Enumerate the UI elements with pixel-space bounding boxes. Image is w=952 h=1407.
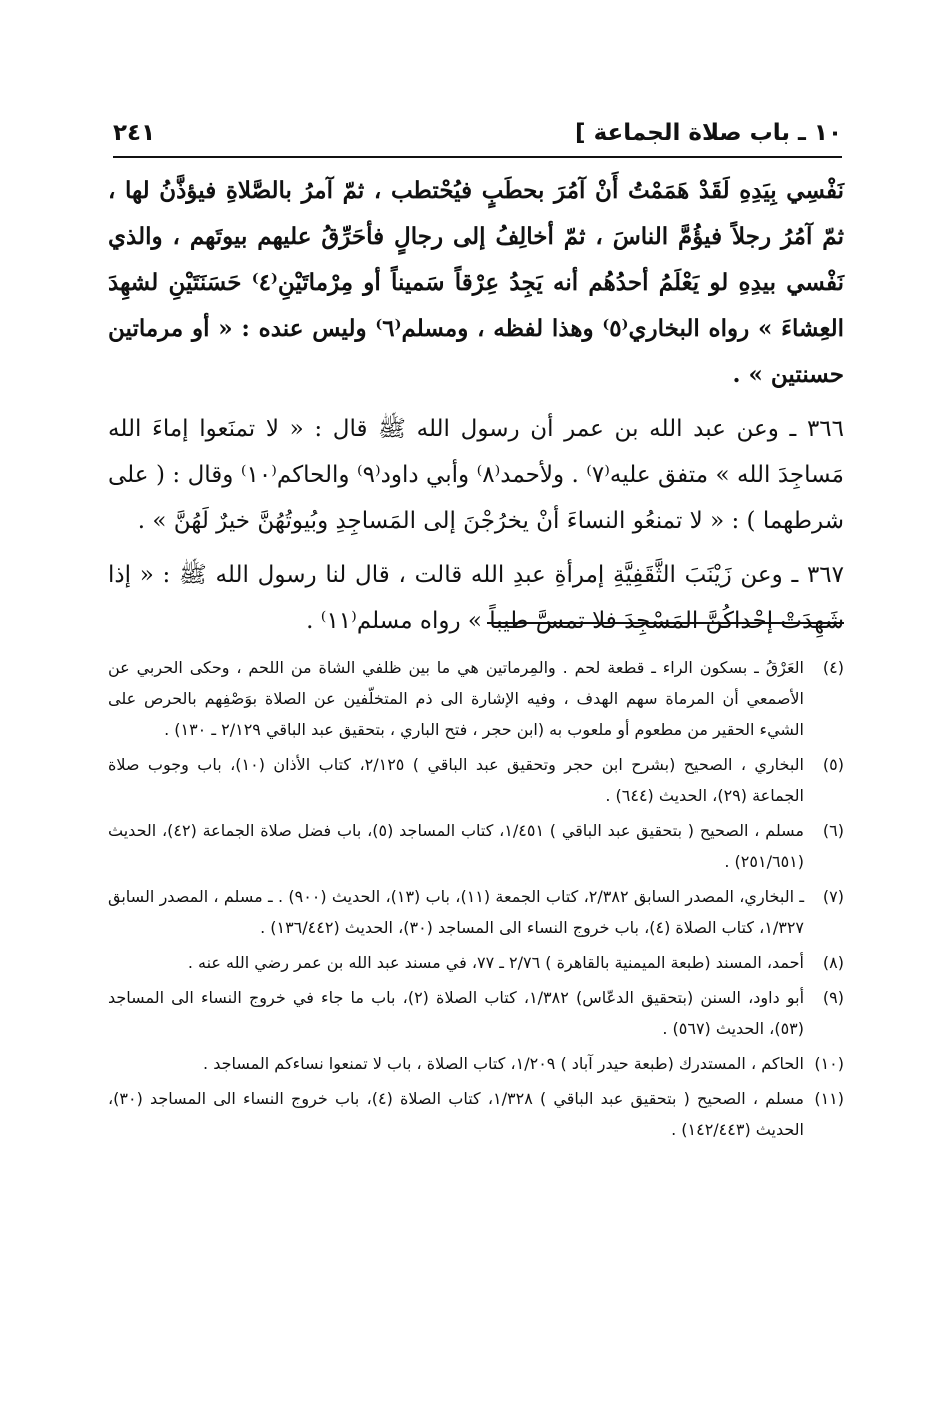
footnote-4 (108, 652, 844, 745)
footnote-number: (٥) (822, 755, 844, 774)
footnote-number: (٨) (822, 953, 844, 972)
footnote-number: (٤) (822, 658, 844, 677)
main-text (108, 168, 844, 652)
footnote-number: (١٠) (814, 1054, 844, 1073)
chapter-title: ١٠ ـ باب صلاة الجماعة ] (575, 120, 842, 146)
footnote-number: (٧) (822, 887, 844, 906)
footnote-text: البخاري ، الصحيح (بشرح ابن حجر وتحقيق عبد الباقي ) ٢/١٢٥، كتاب الأذان (١٠)، باب وجوب صلاة الجماعة (٢٩)، الحديث (٦٤٤) . (108, 755, 804, 805)
page-number: ٢٤١ (113, 120, 156, 146)
footnote-separator (487, 622, 844, 624)
footnote-number: (٦) (822, 821, 844, 840)
footnote-11 (108, 1083, 844, 1145)
footnote-6 (108, 815, 844, 877)
footnote-text: أبو داود، السنن (بتحقيق الدعّاس) ١/٣٨٢، كتاب الصلاة (٢)، باب ما جاء في خروج النساء الى المساجد (٥٣)، الحديث (٥٦٧) . (108, 988, 805, 1038)
footnote-text: ـ البخاري، المصدر السابق ٢/٣٨٢، كتاب الجمعة (١١)، باب (١٣)، الحديث (٩٠٠) . ـ مسلم ، المصدر السابق ١/٣٢٧، كتاب الصلاة (٤)، باب خروج النساء الى المساجد (٣٠)، الحديث (١٣٦/٤٤٢) . (108, 887, 805, 937)
footnote-text: أحمد، المسند (طبعة الميمنية بالقاهرة ) ٢/٧٦ ـ ٧٧، في مسند عبد الله بن عمر رضي الله عنه . (187, 953, 804, 972)
hadith-paragraph-1: نَفْسِي بِيَدِهِ لَقَدْ هَمَمْتُ أَنْ آمُرَ بحطَبٍ فيُحْتطب ، ثمّ آمرُ بالصَّلاةِ فيؤذَّنُ لها ، ثمّ آمُرُ رجلاً فيؤُمَّ الناسَ ، ثمّ أخالِفُ إلى رجالٍ فأحَرِّقُ عليهم بيوتَهم ، والذي نَفْسي بيدِهِ لو يَعْلَمُ أحدُهُم أنه يَجِدُ عِرْقاً سَميناً أو مِرْماتَيْنِ⁽٤⁾ حَسَنَتَيْنِ لشهِدَ العِشاءَ » رواه البخاري⁽٥⁾ وهذا لفظه ، ومسلم⁽٦⁾ وليس عنده : « أو مرماتين حسنتين » . (108, 177, 844, 388)
footnote-9 (108, 982, 844, 1044)
footnote-8 (108, 947, 844, 978)
footnote-text: مسلم ، الصحيح ( بتحقيق عبد الباقي ) ١/٤٥١، كتاب المساجد (٥)، باب فضل صلاة الجماعة (٤٢)، الحديث (٢٥١/٦٥١) . (108, 821, 804, 871)
footnote-text: مسلم ، الصحيح ( بتحقيق عبد الباقي ) ١/٣٢٨، كتاب الصلاة (٤)، باب خروج النساء الى المساجد (٣٠)، الحديث (١٤٢/٤٤٣) . (108, 1089, 804, 1139)
footnote-7 (108, 881, 844, 943)
page-header (113, 116, 842, 158)
footnote-number: (٩) (822, 988, 844, 1007)
footnote-number: (١١) (814, 1089, 844, 1108)
footnote-text: العَرْقُ ـ بسكون الراء ـ قطعة لحم . والمِرماتين هي ما بين ظلفي الشاة من اللحم ، وحكى الحربي عن الأصمعي أن المرماة سهم الهدف ، وفيه الإشارة الى ذم المتخلّفين عن الصلاة بوَصْفِهم بالحرص على الشيء الحقير من مطعوم أو ملعوب به (ابن حجر ، فتح الباري ، بتحقيق عبد الباقي ٢/١٢٩ ـ ١٣٠) . (108, 658, 804, 739)
footnote-text: الحاكم ، المستدرك (طبعة حيدر آباد ) ١/٢٠٩، كتاب الصلاة ، باب لا تمنعوا نساءكم المساجد . (203, 1054, 804, 1073)
footnote-5 (108, 749, 844, 811)
hadith-paragraph-366: ٣٦٦ ـ وعن عبد الله بن عمر أن رسول الله ﷺ قال : « لا تمنَعوا إماءَ الله مَساجِدَ الله » متفق عليه⁽٧⁾ . ولأحمد⁽٨⁾ وأبي داود⁽٩⁾ والحاكم⁽١٠⁾ وقال : ( على شرطهما ) : « لا تمنعُو النساءَ أنْ يخرُجْنَ إلى المَساجِدِ وبُيوتُهُنَّ خيرٌ لَهُنَّ » . (108, 416, 844, 534)
footnotes (108, 652, 844, 1149)
footnote-10 (108, 1048, 844, 1079)
hadith-paragraph-367: ٣٦٧ ـ وعن زَيْنَبَ الثَّقَفِيَّةِ إمرأةِ عبدِ الله قالت ، قال لنا رسول الله ﷺ : « إذا شَهِدَتْ إحْداكُنَّ المَسْجِدَ فلا تمسَّ طيباً » رواه مسلم⁽١١⁾ . (108, 562, 844, 634)
